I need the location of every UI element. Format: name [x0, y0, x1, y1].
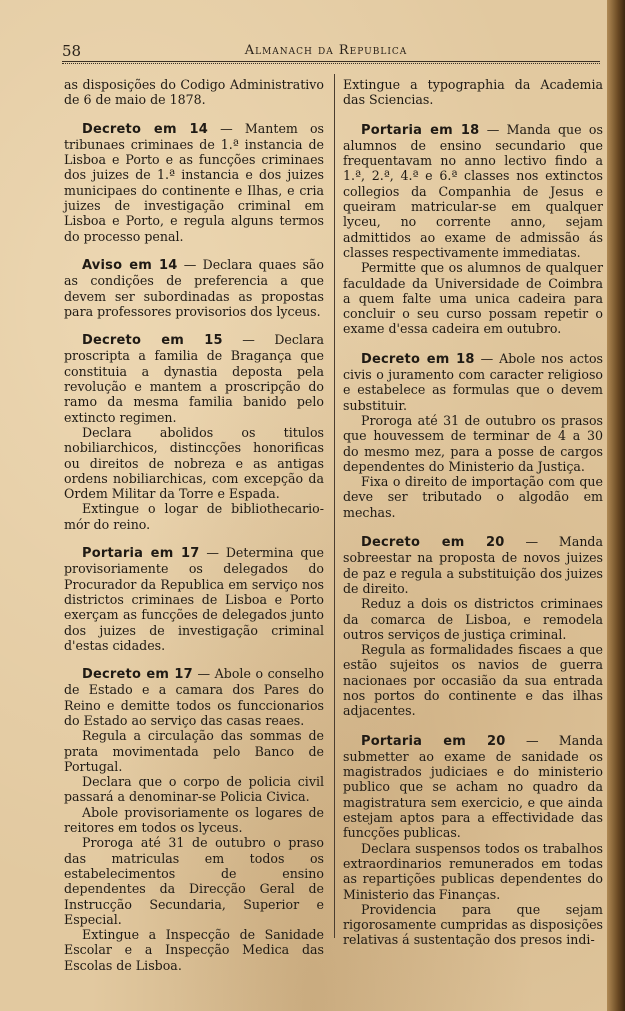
- decree-entry: [64, 545, 324, 653]
- entry-heading: Decreto em 18: [361, 351, 475, 367]
- sub-paragraph: [64, 774, 324, 805]
- paragraph-text: Providencia para que sejam rigorosamente cumpridas as disposições relativas á sustentação dos presos indi-: [343, 901, 603, 948]
- paragraph-text: Regula as formalidades fiscaes a que estão sujeitos os navios de guerra nacionaes por occasião da sua entrada nos portos do continente e das ilhas adjacentes.: [343, 642, 603, 719]
- paragraph-text: as disposições do Codigo Administrativo de 6 de maio de 1878.: [64, 77, 324, 108]
- decree-entry: [64, 257, 324, 319]
- entry-heading: Decreto em 20: [361, 535, 505, 551]
- sub-paragraph: [343, 413, 603, 474]
- paragraph-text: Declara abolidos os titulos nobiliarchicos, distincções honorificas ou direitos de nobreza e as antigas ordens nobiliarchicas, com excepção da Ordem Militar da Torre e Espada.: [64, 424, 324, 502]
- entry-heading: Portaria em 20: [361, 733, 506, 749]
- paragraph-text: Extingue a Inspecção de Sanidade Escolar e a Inspecção Medica das Escolas de Lisboa.: [64, 927, 324, 973]
- entry-text: — Manda sobreestar na proposta de novos juizes de paz e regula a substituição dos juizes de direito.: [343, 534, 604, 596]
- entry-text: — Abole o conselho de Estado e a camara dos Pares do Reino e demitte todos os funccionarios do Estado ao serviço das casas reaes.: [64, 666, 324, 728]
- entry-text: — Abole nos actos civis o juramento com caracter religioso e estabelece as formulas que o devem substituir.: [343, 350, 604, 413]
- header-rule: [62, 61, 600, 64]
- sub-paragraph: [343, 642, 603, 718]
- decree-entry: [64, 121, 324, 244]
- paragraph-text: Declara que o corpo de policia civil passará a denominar-se Policia Civica.: [64, 774, 324, 805]
- decree-entry: [343, 351, 603, 413]
- decree-entry: [64, 332, 324, 425]
- entry-heading: Decreto em 17: [82, 667, 193, 683]
- paragraph-text: Extingue o logar de bibliothecario-mór do reino.: [64, 501, 324, 532]
- paragraph-text: Extingue a typographia da Academia das Sciencias.: [343, 77, 603, 108]
- entry-text: — Determina que provisoriamente os delegados do Procurador da Republica em serviço nos districtos criminaes de Lisboa e Porto exerçam as funcções de delegados junto dos juizes de investigação criminal d'estas cidades.: [64, 545, 324, 653]
- running-title: Almanach da Republica: [244, 43, 408, 58]
- entry-heading: Decreto em 14: [82, 121, 209, 137]
- sub-paragraph: [64, 728, 324, 774]
- decree-entry: [64, 666, 324, 728]
- entry-heading: Portaria em 18: [361, 122, 480, 138]
- sub-paragraph: [343, 596, 603, 642]
- page-number: 58: [62, 42, 82, 60]
- paragraph-text: Abole provisoriamente os logares de reitores em todos os lyceus.: [64, 804, 324, 836]
- continued-paragraph: [64, 77, 324, 108]
- paragraph-text: Reduz a dois os districtos criminaes da comarca de Lisboa, e remodela outros serviços de justiça criminal.: [343, 596, 603, 642]
- sub-paragraph: [64, 835, 324, 927]
- paragraph-text: Permitte que os alumnos de qualquer faculdade da Universidade de Coimbra a quem falte uma unica cadeira para concluir o seu curso possam repetir o exame d'essa cadeira em outubro.: [343, 260, 603, 337]
- sub-paragraph: [343, 260, 603, 336]
- paragraph-text: Regula a circulação das sommas de prata movimentada pelo Banco de Portugal.: [64, 728, 324, 774]
- sub-paragraph: [343, 902, 603, 948]
- decree-entry: [343, 122, 603, 261]
- paragraph-text: Fixa o direito de importação com que deve ser tributado o algodão em mechas.: [343, 474, 603, 520]
- paragraph-text: Proroga até 31 de outubro os prasos que houvessem de terminar de 4 a 30 do mesmo mez, para a posse de cargos dependentes do Ministerio da Justiça.: [343, 412, 603, 474]
- paragraph-text: Declara suspensos todos os trabalhos extraordinarios remunerados em todas as repartições publicas dependentes do Ministerio das Finanças.: [343, 840, 603, 902]
- sub-paragraph: [64, 501, 324, 532]
- right-column: [343, 77, 603, 948]
- entry-text: — Manda submetter ao exame de sanidade os magistrados judiciaes e do ministerio publico que se acham no quadro da magistratura sem exercicio, e que ainda estejam aptos para a effectividade das funcções publicas.: [343, 732, 603, 841]
- entry-text: — Manda que os alumnos de ensino secundario que frequentavam no anno lectivo findo a 1.ª, 2.ª, 4.ª e 6.ª classes nos extinctos collegios da Companhia de Jesus e queiram matricular-se em qualquer lyceu, no corrente anno, sejam admittidos ao exame de admissão ás classes respectivamente immediatas.: [343, 121, 603, 260]
- column-divider: [334, 74, 335, 938]
- sub-paragraph: [64, 425, 324, 501]
- sub-paragraph: [343, 474, 603, 520]
- entry-heading: Decreto em 15: [82, 333, 223, 349]
- sub-paragraph: [343, 841, 603, 902]
- paragraph-text: Proroga até 31 de outubro o praso das matriculas em todos os estabelecimentos de ensino dependentes da Direcção Geral de Instrucção Secundaria, Superior e Especial.: [64, 835, 324, 927]
- sub-paragraph: [64, 805, 324, 836]
- entry-text: — Declara quaes são as condições de preferencia a que devem ser subordinadas as propostas para professores provisorios dos lyceus.: [64, 256, 324, 319]
- decree-entry: [343, 733, 603, 841]
- continued-paragraph: [343, 77, 603, 108]
- sub-paragraph: [64, 927, 324, 973]
- decree-entry: [343, 534, 603, 596]
- left-column: [64, 77, 324, 973]
- entry-heading: Aviso em 14: [82, 257, 178, 273]
- entry-text: — Mantem os tribunaes criminaes de 1.ª instancia de Lisboa e Porto e as funcções criminaes dos juizes de 1.ª instancia e dos juizes municipaes do continente e Ilhas, e cria juizes de investigação criminal em Lisboa e Porto, e regula alguns termos do processo penal.: [64, 120, 324, 244]
- page-edge-shadow: [607, 0, 625, 1011]
- entry-heading: Portaria em 17: [82, 546, 200, 562]
- entry-text: — Declara proscripta a familia de Bragança que constituia a dynastia deposta pela revolução e mantem a proscripção do ramo da mesma familia banido pelo extincto regimen.: [64, 332, 324, 425]
- page-header: [50, 42, 602, 62]
